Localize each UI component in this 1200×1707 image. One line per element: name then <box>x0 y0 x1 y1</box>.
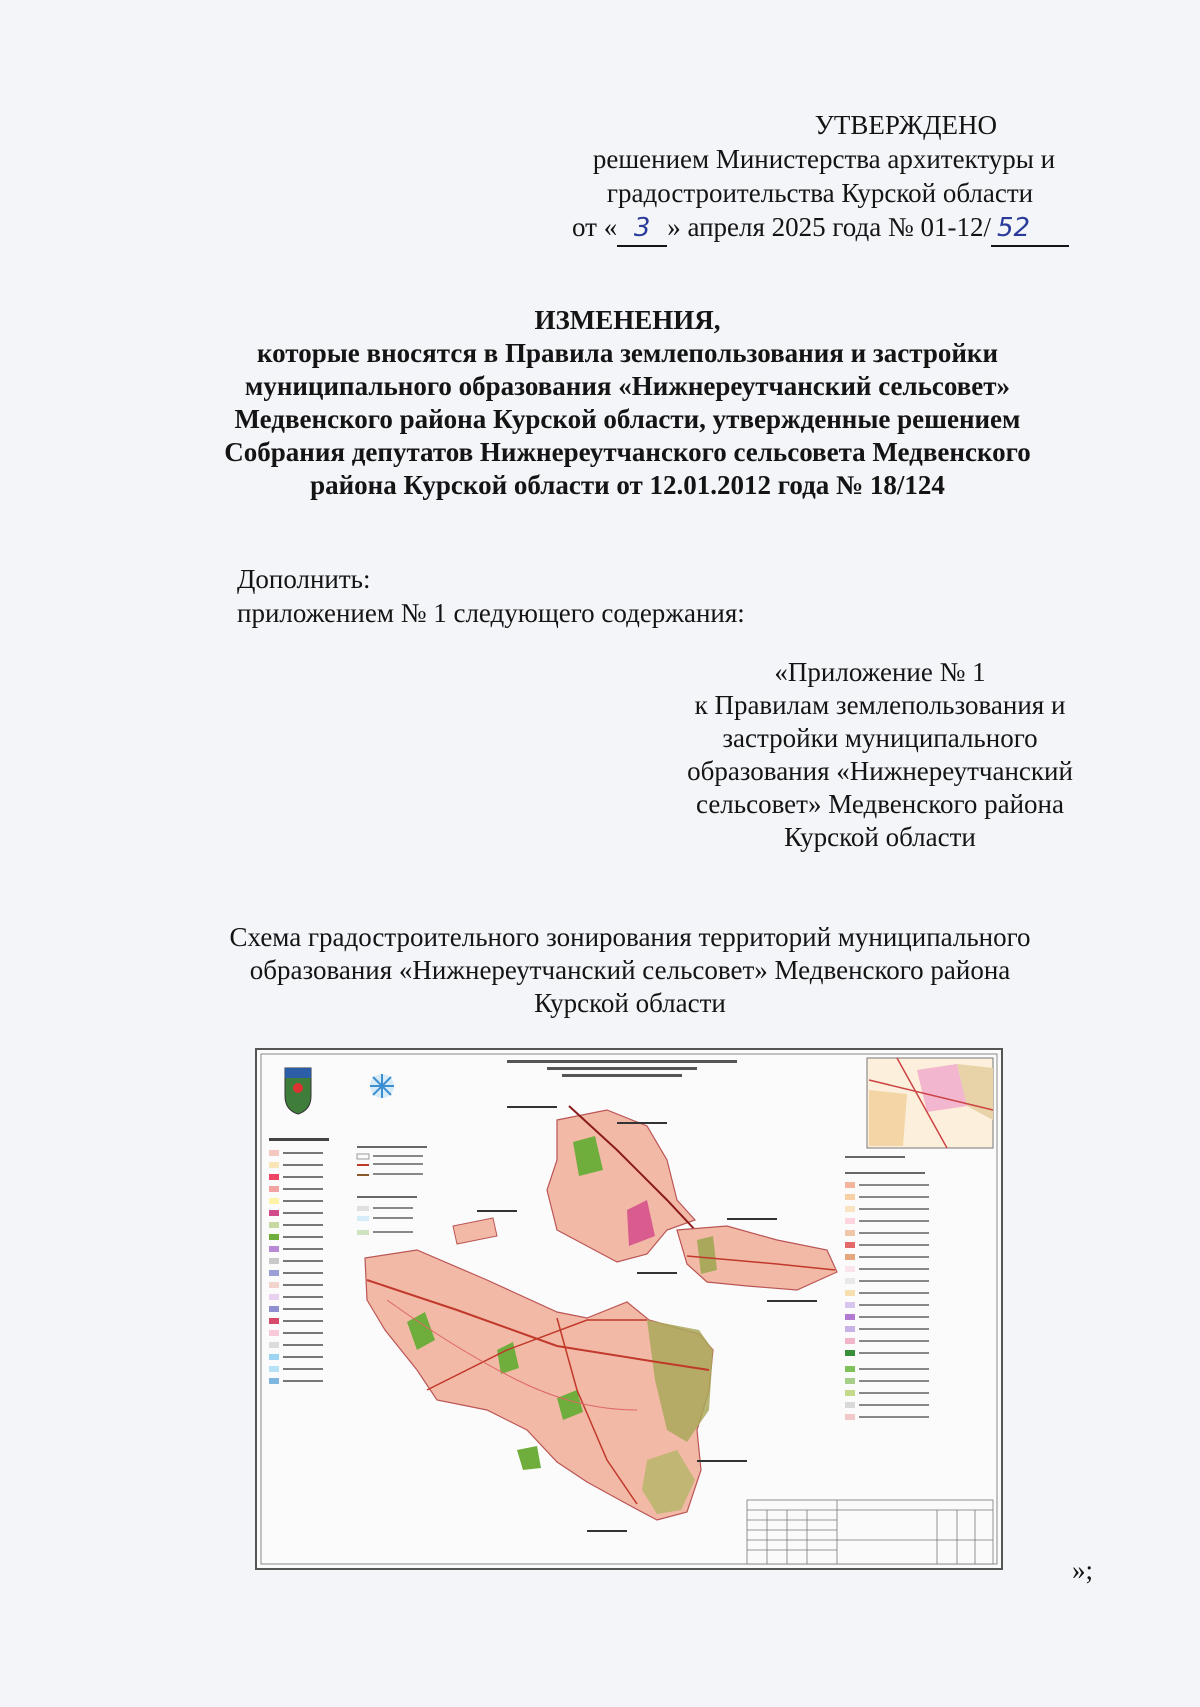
approval-line-2: решением Министерства архитектуры и <box>592 144 1056 174</box>
body-text <box>237 562 745 630</box>
title-line-1: ИЗМЕНЕНИЯ, <box>534 305 721 335</box>
body-line-2: приложением № 1 следующего содержания: <box>237 598 745 628</box>
approval-day-field <box>617 210 667 247</box>
appendix-line-5: сельсовет» Медвенского района <box>696 789 1064 819</box>
document-title <box>160 304 1095 502</box>
title-line-2: которые вносятся в Правила землепользования и застройки <box>256 338 999 368</box>
approval-heading: УТВЕРЖДЕНО <box>814 110 997 140</box>
territory-east <box>677 1226 837 1290</box>
appendix-line-4: образования «Нижнереутчанский <box>687 756 1073 786</box>
approval-block <box>540 108 1100 247</box>
appendix-reference <box>660 656 1100 854</box>
approval-date-prefix: от « <box>572 212 618 242</box>
caption-line-2: образования «Нижнереутчанский сельсовет» Медвенского района <box>249 955 1011 985</box>
map-stamp-table <box>747 1500 993 1564</box>
approval-line-3: градостроительства Курской области <box>606 178 1034 208</box>
zoning-map-image <box>255 1048 1003 1570</box>
territory-strip <box>453 1218 497 1244</box>
closing-quote: »; <box>1072 1555 1094 1585</box>
appendix-line-2: к Правилам землепользования и <box>694 690 1066 720</box>
map-legend-middle <box>357 1146 427 1235</box>
handwritten-number: 52 <box>997 213 1031 243</box>
title-line-6: района Курской области от 12.01.2012 года № 18/124 <box>310 470 945 500</box>
approval-number-field <box>991 210 1069 247</box>
body-line-1: Дополнить: <box>237 564 371 594</box>
handwritten-day: 3 <box>633 213 651 243</box>
approval-line-4 <box>540 210 1100 247</box>
appendix-line-6: Курской области <box>784 822 976 852</box>
scheme-caption <box>150 921 1110 1020</box>
coat-of-arms-icon <box>285 1068 311 1114</box>
appendix-line-3: застройки муниципального <box>722 723 1038 753</box>
caption-line-3: Курской области <box>534 988 726 1018</box>
title-line-4: Медвенского района Курской области, утвержденные решением <box>234 404 1021 434</box>
territory-main <box>365 1250 713 1520</box>
emblem-icon <box>370 1074 394 1098</box>
territory-north <box>547 1106 697 1262</box>
approval-date-middle: » апреля 2025 года № 01-12/ <box>667 212 992 242</box>
appendix-line-1: «Приложение № 1 <box>774 657 986 687</box>
map-legend-right <box>845 1156 929 1420</box>
map-header-text <box>507 1060 737 1077</box>
title-line-5: Собрания депутатов Нижнереутчанского сельсовета Медвенского <box>224 437 1031 467</box>
map-legend-left <box>269 1138 329 1384</box>
zoning-map-drawing <box>257 1050 1001 1568</box>
caption-line-1: Схема градостроительного зонирования территорий муниципального <box>229 922 1031 952</box>
inset-map <box>867 1058 993 1148</box>
title-line-3: муниципального образования «Нижнереутчанский сельсовет» <box>244 371 1011 401</box>
